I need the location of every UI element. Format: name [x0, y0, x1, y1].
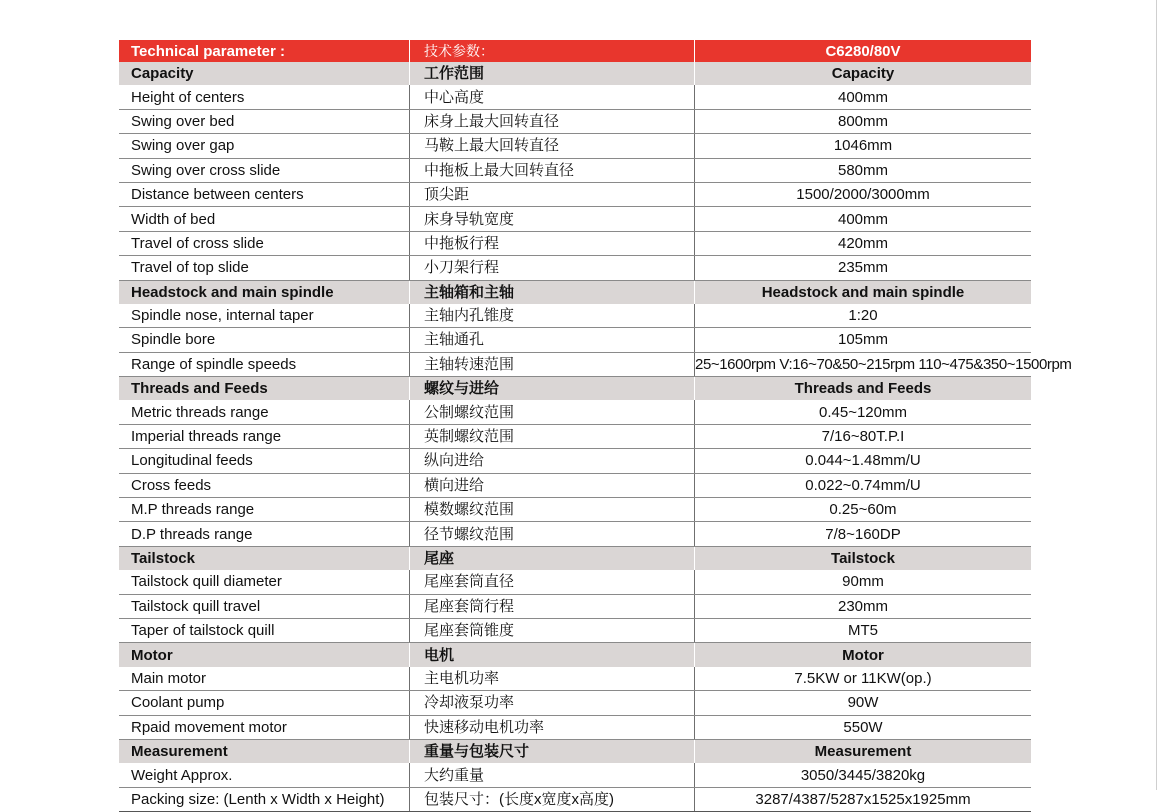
section-title-cn: 重量与包装尺寸 [410, 739, 695, 763]
parameter-name-cn: 小刀架行程 [410, 256, 695, 280]
parameter-name-cn: 尾座套筒直径 [410, 570, 695, 594]
table-row [119, 449, 1031, 473]
parameter-value: 420mm [695, 231, 1032, 255]
parameter-name-en: Height of centers [119, 85, 410, 109]
table-row [119, 691, 1031, 715]
header-cn-label: 技术参数： [410, 40, 695, 62]
parameter-value: 580mm [695, 158, 1032, 182]
section-title-en: Motor [119, 643, 410, 667]
parameter-name-en: Longitudinal feeds [119, 449, 410, 473]
parameter-name-cn: 公制螺纹范围 [410, 400, 695, 424]
parameter-name-cn: 马鞍上最大回转直径 [410, 134, 695, 158]
parameter-value: 235mm [695, 256, 1032, 280]
table-row [119, 207, 1031, 231]
table-row [119, 594, 1031, 618]
table-row [119, 158, 1031, 182]
parameter-value: 230mm [695, 594, 1032, 618]
parameter-value: 7.5KW or 11KW(op.) [695, 667, 1032, 691]
section-title-value: Capacity [695, 62, 1032, 85]
section-title-value: Tailstock [695, 546, 1032, 570]
parameter-value: 0.022~0.74mm/U [695, 473, 1032, 497]
parameter-name-cn: 床身上最大回转直径 [410, 109, 695, 133]
parameter-name-cn: 纵向进给 [410, 449, 695, 473]
parameter-name-cn: 床身导轨宽度 [410, 207, 695, 231]
parameter-name-en: Swing over bed [119, 109, 410, 133]
parameter-name-cn: 中心高度 [410, 85, 695, 109]
parameter-name-cn: 横向进给 [410, 473, 695, 497]
parameter-name-cn: 中拖板上最大回转直径 [410, 158, 695, 182]
parameter-name-cn: 大约重量 [410, 763, 695, 787]
parameter-value: 550W [695, 715, 1032, 739]
header-en-label: Technical parameter : [119, 40, 410, 62]
page-edge-line [1156, 0, 1157, 790]
parameter-value: 7/16~80T.P.I [695, 424, 1032, 448]
parameter-name-en: Imperial threads range [119, 424, 410, 448]
parameter-name-en: Travel of top slide [119, 256, 410, 280]
parameter-name-en: Metric threads range [119, 400, 410, 424]
parameter-name-en: Width of bed [119, 207, 410, 231]
table-row [119, 473, 1031, 497]
section-title-en: Headstock and main spindle [119, 280, 410, 304]
parameter-name-en: Taper of tailstock quill [119, 618, 410, 642]
parameter-name-cn: 主电机功率 [410, 667, 695, 691]
table-row [119, 231, 1031, 255]
section-header-row [119, 643, 1031, 667]
table-row [119, 424, 1031, 448]
parameter-value: 90mm [695, 570, 1032, 594]
parameter-name-cn: 主轴转速范围 [410, 352, 695, 376]
section-title-value: Threads and Feeds [695, 377, 1032, 401]
section-title-value: Motor [695, 643, 1032, 667]
parameter-name-cn: 尾座套筒锥度 [410, 618, 695, 642]
parameter-name-en: Travel of cross slide [119, 231, 410, 255]
section-header-row [119, 377, 1031, 401]
table-row [119, 328, 1031, 352]
table-row [119, 85, 1031, 109]
technical-parameter-table [119, 40, 1072, 812]
table-row [119, 570, 1031, 594]
parameter-value: 0.044~1.48mm/U [695, 449, 1032, 473]
parameter-value: 1:20 [695, 304, 1032, 328]
table-row [119, 618, 1031, 642]
parameter-name-en: Spindle bore [119, 328, 410, 352]
parameter-name-cn: 包装尺寸：(长度x宽度x高度) [410, 787, 695, 811]
section-header-row [119, 546, 1031, 570]
parameter-value: 105mm [695, 328, 1032, 352]
table-row [119, 134, 1031, 158]
section-title-en: Threads and Feeds [119, 377, 410, 401]
parameter-name-en: M.P threads range [119, 498, 410, 522]
parameter-name-en: Spindle nose, internal taper [119, 304, 410, 328]
parameter-name-en: Packing size: (Lenth x Width x Height) [119, 787, 410, 811]
section-header-row [119, 62, 1031, 85]
parameter-name-en: D.P threads range [119, 522, 410, 546]
table-row [119, 787, 1031, 811]
parameter-name-cn: 尾座套筒行程 [410, 594, 695, 618]
parameter-name-cn: 顶尖距 [410, 182, 695, 206]
parameter-name-en: Weight Approx. [119, 763, 410, 787]
table-row [119, 715, 1031, 739]
table-row [119, 109, 1031, 133]
parameter-name-en: Swing over cross slide [119, 158, 410, 182]
header-model-label: C6280/80V [695, 40, 1032, 62]
parameter-name-en: Coolant pump [119, 691, 410, 715]
parameter-name-cn: 冷却液泵功率 [410, 691, 695, 715]
parameter-name-en: Range of spindle speeds [119, 352, 410, 376]
parameter-value: 400mm [695, 207, 1032, 231]
table-row [119, 256, 1031, 280]
section-title-en: Measurement [119, 739, 410, 763]
section-title-cn: 主轴箱和主轴 [410, 280, 695, 304]
parameter-name-cn: 径节螺纹范围 [410, 522, 695, 546]
parameter-name-en: Distance between centers [119, 182, 410, 206]
parameter-name-en: Rpaid movement motor [119, 715, 410, 739]
parameter-name-cn: 模数螺纹范围 [410, 498, 695, 522]
table-body [119, 40, 1072, 812]
parameter-value: 1046mm [695, 134, 1032, 158]
table-row [119, 667, 1031, 691]
table-row [119, 182, 1031, 206]
section-title-cn: 工作范围 [410, 62, 695, 85]
section-header-row [119, 739, 1031, 763]
table-row [119, 522, 1031, 546]
parameter-name-en: Cross feeds [119, 473, 410, 497]
table-row [119, 352, 1031, 376]
table-row [119, 400, 1031, 424]
parameter-name-en: Swing over gap [119, 134, 410, 158]
section-title-en: Capacity [119, 62, 410, 85]
parameter-name-cn: 英制螺纹范围 [410, 424, 695, 448]
section-title-cn: 电机 [410, 643, 695, 667]
table-row [119, 498, 1031, 522]
table-row [119, 763, 1031, 787]
parameter-name-en: Main motor [119, 667, 410, 691]
parameter-name-en: Tailstock quill travel [119, 594, 410, 618]
parameter-value: 1500/2000/3000mm [695, 182, 1032, 206]
section-title-value: Headstock and main spindle [695, 280, 1032, 304]
section-title-en: Tailstock [119, 546, 410, 570]
parameter-name-en: Tailstock quill diameter [119, 570, 410, 594]
parameter-value: 800mm [695, 109, 1032, 133]
parameter-name-cn: 快速移动电机功率 [410, 715, 695, 739]
section-header-row [119, 280, 1031, 304]
section-title-cn: 螺纹与进给 [410, 377, 695, 401]
parameter-value: 3287/4387/5287x1525x1925mm [695, 787, 1032, 811]
parameter-value: 90W [695, 691, 1032, 715]
section-title-cn: 尾座 [410, 546, 695, 570]
parameter-value: MT5 [695, 618, 1032, 642]
parameter-value: 7/8~160DP [695, 522, 1032, 546]
parameter-name-cn: 主轴通孔 [410, 328, 695, 352]
parameter-name-cn: 主轴内孔锥度 [410, 304, 695, 328]
table-row [119, 304, 1031, 328]
parameter-value: 25~1600rpm V:16~70&50~215rpm 110~475&350~1500rpm [695, 352, 1032, 376]
parameter-name-cn: 中拖板行程 [410, 231, 695, 255]
table-header-row [119, 40, 1031, 62]
parameter-value: 400mm [695, 85, 1032, 109]
parameter-value: 3050/3445/3820kg [695, 763, 1032, 787]
section-title-value: Measurement [695, 739, 1032, 763]
parameter-value: 0.25~60m [695, 498, 1032, 522]
parameter-value: 0.45~120mm [695, 400, 1032, 424]
